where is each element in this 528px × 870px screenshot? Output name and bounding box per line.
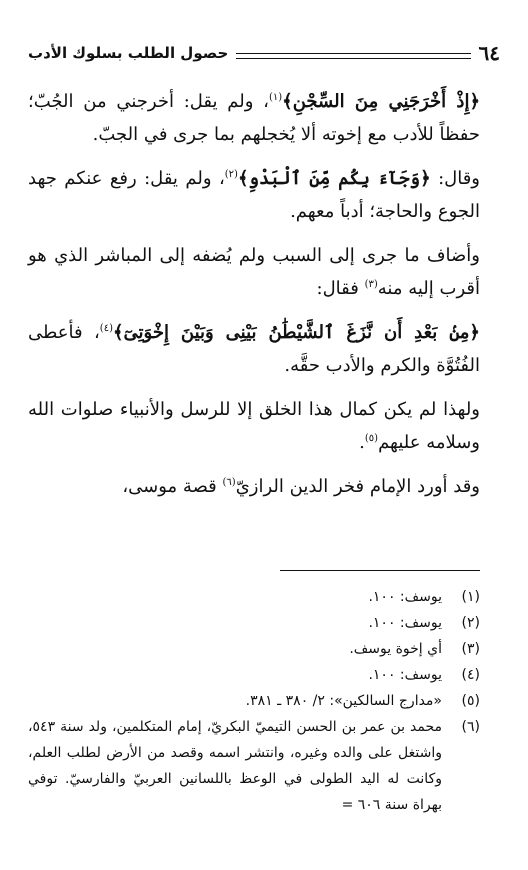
paragraph-1 bbox=[28, 85, 480, 151]
paragraph-text: ، ولم يقل: رفع عنكم جهد الجوع والحاجة؛ أدباً معهم. bbox=[28, 168, 480, 222]
paragraph-2 bbox=[28, 162, 480, 228]
footnote-number: (٦) bbox=[461, 719, 480, 735]
footnote-ref[interactable]: (٢) bbox=[224, 169, 238, 180]
main-text bbox=[28, 85, 480, 514]
paragraph-tail: . bbox=[359, 432, 365, 453]
footnote-number: (٣) bbox=[461, 641, 480, 657]
footnote-separator bbox=[280, 570, 480, 571]
footnote-text: يوسف: ١٠٠. bbox=[368, 615, 442, 631]
quran-quote: ﴿وَجَآءَ بِكُم مِّنَ ٱلْبَدْوِ﴾ bbox=[237, 168, 431, 189]
page-header bbox=[28, 38, 500, 68]
footnote bbox=[28, 714, 480, 818]
footnote-number: (٤) bbox=[461, 667, 480, 683]
footnote-text: «مدارج السالكين»: ٢/ ٣٨٠ ـ ٣٨١. bbox=[245, 693, 442, 709]
footnote-number: (٢) bbox=[461, 615, 480, 631]
footnote bbox=[28, 688, 480, 714]
footnote-number: (٥) bbox=[461, 693, 480, 709]
paragraph-text: وقد أورد الإمام فخر الدين الرازيّ bbox=[235, 476, 480, 497]
quran-quote: ﴿إِذْ أَخْرَجَنِي مِنَ السِّجْنِ﴾ bbox=[282, 91, 480, 112]
running-title: حصول الطلب بسلوك الأدب bbox=[28, 44, 229, 62]
footnote bbox=[28, 610, 480, 636]
footnote-ref[interactable]: (٣) bbox=[364, 279, 378, 290]
paragraph-5 bbox=[28, 393, 480, 459]
footnote-ref[interactable]: (٦) bbox=[222, 477, 236, 488]
paragraph-text: ، فأعطى الفُتُوَّة والكرم والأدب حقَّه. bbox=[28, 322, 480, 376]
paragraph-4 bbox=[28, 316, 480, 382]
paragraph-tail: قصة موسى، bbox=[122, 476, 223, 497]
footnote bbox=[28, 636, 480, 662]
header-rule bbox=[236, 53, 470, 59]
paragraph-tail: فقال: bbox=[316, 278, 365, 299]
page-number: ٦٤ bbox=[478, 41, 500, 65]
footnote-text: يوسف: ١٠٠. bbox=[368, 589, 442, 605]
paragraph-lead: وقال: bbox=[438, 168, 480, 189]
paragraph-text: ولهذا لم يكن كمال هذا الخلق إلا للرسل والأنبياء صلوات الله وسلامه عليهم bbox=[28, 399, 480, 453]
footnotes bbox=[28, 584, 480, 818]
footnote-ref[interactable]: (٥) bbox=[364, 433, 379, 444]
footnote-text: يوسف: ١٠٠. bbox=[368, 667, 442, 683]
footnote-text: أي إخوة يوسف. bbox=[349, 641, 442, 657]
footnote bbox=[28, 662, 480, 688]
quran-quote: ﴿مِنۢ بَعْدِ أَن نَّزَغَ ٱلشَّيْطَٰنُ بَيْنِى وَبَيْنَ إِخْوَتِىٓ﴾ bbox=[112, 322, 480, 343]
footnote-ref[interactable]: (١) bbox=[268, 92, 283, 103]
footnote-number: (١) bbox=[461, 589, 480, 605]
paragraph-text: وأضاف ما جرى إلى السبب ولم يُضفه إلى المباشر الذي هو أقرب إليه منه bbox=[28, 245, 480, 299]
footnote-text: محمد بن عمر بن الحسن التيميّ البكريّ، إمام المتكلمين، ولد سنة ٥٤٣، واشتغل على والده وغيره، وانتشر اسمه وقصد من الأرض لطلب العلم، وكانت له اليد الطولى في الوعظ باللسانين العربيّ والفارسيّ. توفي بهراة سنة ٦٠٦ = bbox=[28, 719, 442, 813]
paragraph-6 bbox=[28, 470, 480, 503]
footnote bbox=[28, 584, 480, 610]
footnote-ref[interactable]: (٤) bbox=[99, 323, 113, 334]
paragraph-3 bbox=[28, 239, 480, 305]
paragraph-text: ، ولم يقل: أخرجني من الجُبّ؛ حفظاً للأدب مع إخوته ألا يُخجلهم بما جرى في الجبّ. bbox=[28, 91, 480, 145]
